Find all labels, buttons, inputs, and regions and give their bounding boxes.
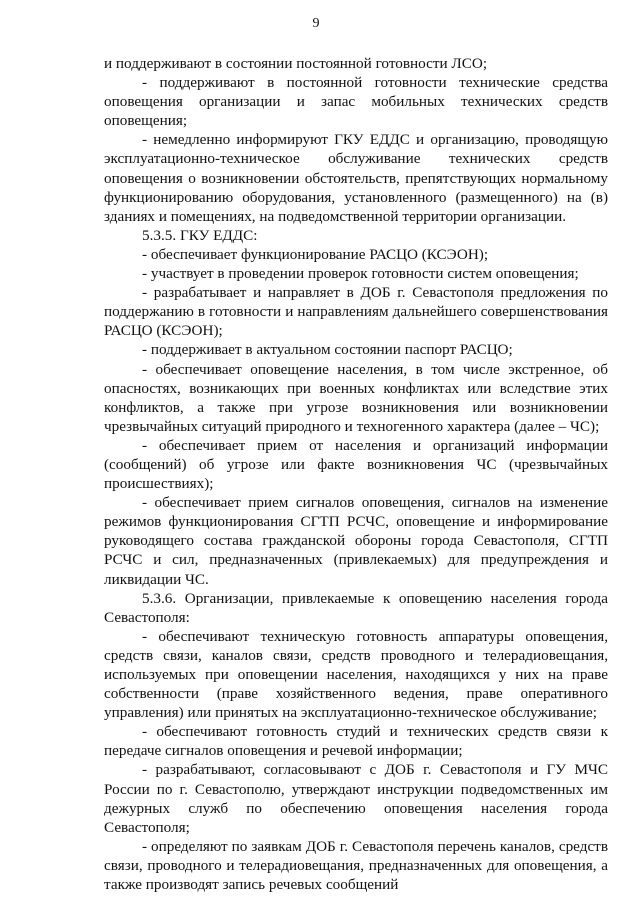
paragraph: - обеспечивает прием от населения и организаций информации (сообщений) об угрозе или факте возникновения ЧС (чрезвычайных происшествиях); (104, 436, 608, 493)
paragraph: - обеспечивает прием сигналов оповещения, сигналов на изменение режимов функционирования СГТП РСЧС, оповещение и информирование руководящего состава гражданской обороны города Севастополя, СГТП РСЧС и сил, предназначенных (привлекаемых) для предупреждения и ликвидации ЧС. (104, 494, 608, 588)
paragraph: и поддерживают в состоянии постоянной готовности ЛСО; (104, 55, 488, 72)
section-heading: 5.3.5. ГКУ ЕДДС: (142, 226, 258, 244)
paragraph: - обеспечивает оповещение населения, в том числе экстренное, об опасностях, возникающих при военных конфликтах или вследствие этих конфликтов, а также при угрозе возникновения или возникновении чрезвычайных ситуаций природного и техногенного характера (далее – ЧС); (104, 360, 608, 435)
paragraph: - обеспечивают техническую готовность аппаратуры оповещения, средств связи, каналов связи, средств проводного и телерадиовещания, используемых при оповещении населения, находящихся у них на праве собственности (праве хозяйственного ведения, праве оперативного управления) или принятых на эксплуатационно-техническое обслуживание; (104, 627, 608, 722)
paragraph: - поддерживают в постоянной готовности технические средства оповещения организации и запас мобильных технических средств оповещения; (104, 74, 608, 130)
paragraph: - немедленно информируют ГКУ ЕДДС и организацию, проводящую эксплуатационно-техническое обслуживание технических средств оповещения о возникновении обстоятельств, препятствующих нормальному функционированию оборудования, установленного (размещенного) на (в) зданиях и помещениях, на подведомственной территории организации. (104, 131, 608, 225)
paragraph: - участвует в проведении проверок готовности систем оповещения; (142, 265, 579, 283)
paragraph: - обеспечивают готовность студий и технических средств связи к передаче сигналов оповещения и речевой информации; (104, 723, 608, 760)
section-heading: 5.3.6. Организации, привлекаемые к оповещению населения города Севастополя: (104, 589, 608, 626)
document-body (104, 54, 608, 894)
paragraph: - разрабатывают, согласовывают с ДОБ г. Севастополя и ГУ МЧС России по г. Севастополю, утверждают инструкции подведомственных им дежурных служб по обеспечению оповещения населения города Севастополя; (104, 761, 608, 836)
paragraph: - обеспечивает функционирование РАСЦО (КСЭОН); (142, 245, 489, 263)
page-number: 9 (312, 16, 320, 31)
paragraph: - поддерживает в актуальном состоянии паспорт РАСЦО; (142, 341, 513, 359)
paragraph: - определяют по заявкам ДОБ г. Севастополя перечень каналов, средств связи, проводного и телерадиовещания, предназначенных для оповещения, а также производят запись речевых сообщений (104, 837, 608, 894)
paragraph: - разрабатывает и направляет в ДОБ г. Севастополя предложения по поддержанию в готовности и направлениям дальнейшего совершенствования РАСЦО (КСЭОН); (104, 284, 608, 340)
